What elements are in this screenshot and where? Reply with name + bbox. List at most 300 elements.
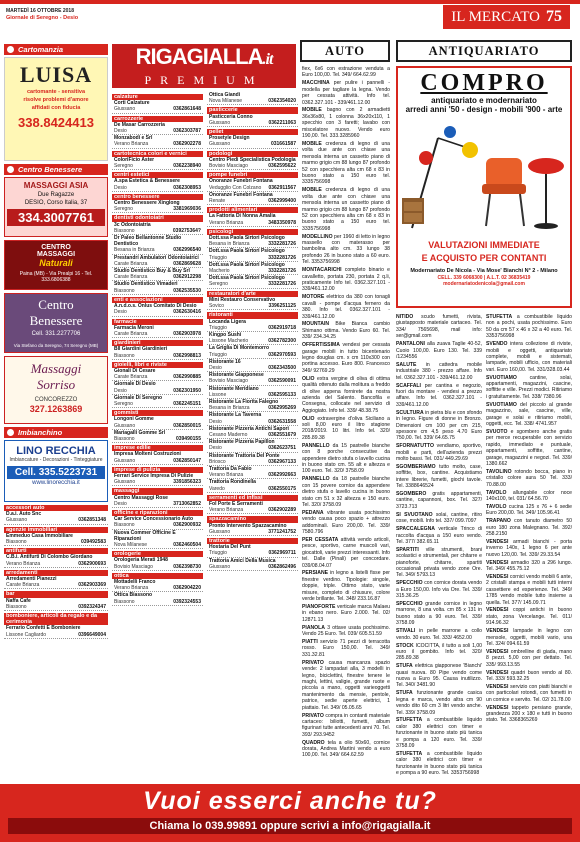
directory-entry[interactable] (112, 516, 203, 529)
directory-entry[interactable] (112, 451, 203, 464)
entry-city: Verano Brianza (114, 141, 149, 148)
directory-entry[interactable] (207, 332, 298, 345)
massaggi-asia-phone: 334.3007761 (7, 209, 105, 226)
entry-row (6, 582, 106, 588)
classified-keyword: PANNELLO (302, 476, 330, 483)
directory-entry[interactable] (207, 262, 298, 275)
entry-name: Dott.ssa Paola Sirtori Psicologo (209, 275, 285, 282)
directory-category: podologi (207, 151, 298, 157)
entry-row (209, 185, 296, 191)
classified-text: tela a olio 50x60, cornice dorata, Andrea Martini vendo a euro 100,00. Tel. 349/ 664.62.59 (302, 739, 390, 759)
entry-phone: 0362992663 (268, 472, 296, 479)
entry-row (114, 309, 201, 315)
classified-text: credenza di legno di una volta due ante con chiave una mensola interna un cassetto piano di marmo grigio cm 88 lungo 87 profondo 52 con specchiera alta cm 68 x 83 in buono stato a 150 euro tel. 3335756998 (302, 140, 390, 186)
classified-keyword: VENDESI (486, 628, 509, 635)
classified-text: elettrico da 380 con tonagli cavalli - pompe d'acqua fernero da 380. Info tel. 0362.327.101 - 339/461.12.00 (302, 294, 390, 320)
compro-ad[interactable] (396, 66, 572, 308)
directory-category: trattorie (207, 538, 298, 544)
entry-phone: 0362999400 (268, 198, 296, 205)
classified-text: da 15 pastrelle bianche con 8 porche consecutive da appendere dietro stufa o lavello cucina in buono stato cm. 55 alt e altezza e 100 euro. Tel. 320/ 3758.09 (302, 442, 390, 475)
entry-row (114, 388, 201, 394)
entry-city: Vedugglio Con Colzano (209, 184, 262, 191)
directory-category: gommisti (112, 410, 203, 416)
classified-text: armadio 320 a 296 lungo. Tel. 349/ 455.75.12 (486, 559, 572, 573)
directory-entry[interactable] (207, 466, 298, 479)
directory-entry[interactable] (207, 275, 298, 288)
classified-ad (396, 526, 482, 545)
classified-ad (486, 314, 572, 340)
entry-city: Biassono (114, 227, 135, 234)
directory-entry[interactable] (4, 625, 108, 638)
directory-category: gioielli, libri e riviste (112, 362, 203, 368)
entry-name: Giornale Di Desio (114, 381, 156, 388)
directory-entry[interactable] (112, 135, 203, 148)
directory-entry[interactable] (4, 511, 108, 524)
classified-text: solai, cantine, ritiro cose, mobili. Info tel. 337/ 099.7097 (396, 511, 483, 525)
massaggi-asia-city: DESIO, Corso Italia, 37 (24, 200, 88, 206)
entry-row (209, 445, 296, 451)
directory-entry[interactable] (112, 473, 203, 486)
directory-category: farmacie (112, 319, 203, 325)
entry-city: Triuggio (209, 351, 227, 358)
classified-ad (302, 267, 390, 293)
entry-city: Desio (209, 364, 222, 371)
entry-city: Renate (209, 198, 226, 205)
footer-banner[interactable] (0, 784, 580, 842)
entry-phone: 0396649004 (78, 631, 106, 638)
classified-keyword: QUADRO (302, 739, 325, 746)
classified-text: vendesi per cessata garage mobili in tutto bicentenario legno douglas cm. x cm 110x300 con portina accesso. Euro 800. Francesco 349/ 92769.29 (302, 342, 390, 374)
imbianchino-heading: Imbianchino (4, 427, 108, 438)
directory-entry[interactable] (207, 479, 298, 492)
entry-phone: 039490155 (175, 435, 201, 442)
entry-city: Besana in Brianza (114, 247, 155, 254)
classified-keyword: PIATTI (302, 639, 318, 646)
directory-entry[interactable] (207, 135, 298, 148)
classified-keyword: STUFETTA (396, 751, 423, 757)
directory-entry[interactable] (207, 319, 298, 332)
classified-ad (396, 717, 482, 749)
directory-entry[interactable] (207, 157, 298, 170)
entry-row (114, 479, 201, 485)
directory-entry[interactable] (207, 192, 298, 205)
entry-city: Lissone (209, 391, 227, 398)
directory-entry[interactable] (207, 386, 298, 399)
directory-category: arredamenti (4, 570, 108, 576)
entry-name: Corti Calzature (114, 100, 150, 107)
entry-phone: 3391856323 (173, 479, 201, 486)
entry-name: Mini Restauro Conservativo (209, 296, 276, 303)
entry-name: Dott.ssa Paola Sirtori Psicologo (209, 248, 285, 255)
classified-ad (302, 342, 390, 374)
entry-city: Biassono (114, 287, 135, 294)
directory-entry[interactable] (112, 530, 203, 550)
classified-keyword: MOBILE (302, 187, 322, 194)
classified-ad (302, 713, 390, 739)
entry-row (209, 365, 296, 371)
entry-phone: 0362245151 (173, 400, 201, 407)
xinglong-ad[interactable] (4, 293, 108, 353)
directory-entry[interactable] (207, 544, 298, 557)
entry-row (114, 423, 201, 429)
directory-category: prodotti alimentari (207, 207, 298, 213)
premium-label: PREMIUM (144, 73, 264, 87)
directory-entry[interactable] (207, 439, 298, 452)
entry-city: Macherio (209, 268, 230, 275)
entry-name: Studio Dentistico Vimaderi (114, 281, 178, 288)
sorriso-phone: 327.1263869 (29, 404, 83, 414)
entry-name: Onoranze Funebri Fontana (209, 178, 273, 185)
classified-keyword: STUFA (396, 663, 413, 670)
entry-phone: 0362902289 (268, 507, 296, 514)
antiquariato-classifieds-left (396, 314, 482, 778)
directory-category: massaggi (112, 488, 203, 494)
entry-row (6, 539, 106, 545)
entry-name: Arredamenti Pianezzi (6, 576, 57, 583)
classified-text: in legno a listelli fisse per finestre verdino. Tipologie: singole, doppie, triple. Ottimo stato, varie misure, completo di chiusure, colore verde brillante. Tel. 348/ 233.16.87 (302, 570, 390, 603)
entry-row (209, 432, 296, 438)
entry-city: Seregno (114, 163, 133, 170)
entry-row (114, 247, 201, 253)
directory-entry[interactable] (112, 303, 203, 316)
directory-entry[interactable] (207, 412, 298, 425)
directory-entry[interactable] (207, 523, 298, 536)
directory-entry[interactable] (207, 426, 298, 439)
entry-phone: 0362900693 (78, 560, 106, 567)
premium-column-1 (112, 92, 203, 606)
classified-keyword: PEDANA (302, 509, 324, 516)
classified-ad (396, 580, 482, 599)
classified-ad (486, 670, 572, 683)
classified-keyword: MONTACARICHI (302, 267, 342, 274)
classified-keyword: VENDESI (486, 648, 509, 655)
entry-name: Emmeduo Casa Immobiliare (6, 532, 73, 539)
directory-category: pasticcerie (207, 107, 298, 113)
directory-entry[interactable] (112, 579, 203, 592)
classified-text: verticale marca Malaeu in ebano nero. Euro 2.000. Tel. 02/ 12871.13 (302, 604, 390, 623)
entry-row (114, 261, 201, 267)
entry-name: Ottica Giandi (209, 92, 241, 98)
page-number: 75 (546, 8, 562, 25)
compro-val2: E ACQUISTO PER CONTANTI (421, 253, 547, 263)
entry-phone: 3381969036 (173, 206, 201, 213)
classified-text: del piccolo al grande magazzino, sale, cascine, ville, garage e solai e ritiriamo mobili, oggetti, ecc. Tel. 338/ 4741.957 (486, 401, 572, 427)
classified-text: Bike Bianca cambio Shimano ottima. Vendo Euro 60. Tel. 339/ 234.34.25 (302, 321, 390, 341)
classified-ad (486, 705, 572, 724)
directory-entry[interactable] (112, 592, 203, 605)
entry-phone: 0362550175 (268, 485, 296, 492)
entry-row (209, 120, 296, 126)
entry-row (209, 507, 296, 513)
entry-phone: 3332281726 (268, 254, 296, 261)
entry-row (209, 281, 296, 287)
directory-entry[interactable] (207, 248, 298, 261)
directory-category: restauratori d'arte (207, 291, 298, 297)
directory-entry[interactable] (207, 92, 298, 105)
luisa-line1: cartomante - sensitiva (26, 89, 86, 95)
xinglong-addr: Via Stefano da Seregno, 74 Seregno (MB) (13, 343, 99, 348)
directory-entry[interactable] (4, 533, 108, 546)
entry-row (209, 325, 296, 331)
entry-row (209, 529, 296, 535)
classified-keyword: SCULTURA (396, 409, 424, 416)
sorriso-t1: Massaggi (30, 361, 82, 376)
classified-ad (302, 443, 390, 475)
classified-keyword: PRIVATO (302, 659, 324, 666)
directory-entry[interactable] (112, 281, 203, 294)
entry-name: Impresa Molteni Costruzioni (114, 451, 181, 458)
classified-text: scudo fumetti, rivista, giustapposto materiale cartaceo. Tel. 334/ 7565698, mail info: ser@gmail.com (396, 314, 482, 340)
entry-name: Dott.ssa Paola Sirtori Psicologo (209, 235, 285, 242)
directory-entry[interactable] (112, 157, 203, 170)
entry-row (114, 501, 201, 507)
classified-text: lampade in legno con mensole, oggetti, mobili vario, una Tel. 324/ 094.61.59 (486, 628, 572, 647)
directory-entry[interactable] (4, 576, 108, 589)
entry-row (114, 163, 201, 169)
entry-row (209, 303, 296, 309)
classified-ad (302, 234, 390, 266)
entry-phone: 0362398730 (173, 563, 201, 570)
classified-keyword: MODELLINO (302, 233, 333, 240)
classified-ad (302, 604, 390, 623)
directory-entry[interactable] (207, 558, 298, 571)
classified-ad (396, 643, 482, 662)
classified-text: extra vergine di oliva di ottima qualità ottenuto dalla molitura a freddo di olive appena fornirete da nostra azienda del Salento. Bancofila e Consegna, collocate nel servizio di Aggiogiato. Info tel. 339/ 48.38.75 (302, 375, 390, 414)
directory-entry[interactable] (112, 100, 203, 113)
entry-row (114, 331, 201, 337)
entry-phone: 039492583 (80, 539, 106, 546)
massaggi-asia-title: MASSAGGI ASIA (23, 181, 89, 190)
directory-entry[interactable] (112, 395, 203, 408)
classified-text: gratis appartamenti, cantine, capannoni, box. Tel. 327/ 3723.713 (396, 491, 482, 510)
classified-keyword: SPECCHIO (396, 580, 423, 587)
directory-entry[interactable] (207, 213, 298, 226)
classified-ad (396, 362, 482, 381)
entry-phone: 0362595622 (268, 163, 296, 170)
classified-text: funzionante grande casica legna e marca, vendo altra cm 90 vendo dito 60 cm 3 litri vendo anche. Tel. 339/ 3758.09 (396, 690, 482, 716)
compro-val1: VALUTAZIONI IMMEDIATE (428, 240, 540, 250)
directory-entry[interactable] (112, 557, 203, 570)
massaggi-asia-ad[interactable] (4, 177, 108, 237)
entry-phone: 3771241752 (268, 528, 296, 535)
entry-city: Biassono (114, 522, 135, 529)
directory-entry[interactable] (112, 325, 203, 338)
classified-ad (396, 751, 482, 777)
classified-text: fiex, 6x6 con estrazione venduta a Euro 100,00. Tel. 349/ 664.62.99 (302, 66, 390, 79)
entry-row (209, 241, 296, 247)
auto-classifieds (302, 66, 390, 760)
entry-name: Dott.ssa Paola Sirtori Psicologo (209, 261, 285, 268)
directory-entry[interactable] (207, 453, 298, 466)
classified-ad (302, 625, 390, 638)
classified-keyword: SVUOTIAMO (486, 374, 517, 381)
classified-ad (396, 663, 482, 689)
directory-entry[interactable] (4, 554, 108, 567)
classified-text: credenza di legno di una volta due ante con chiave una mensola interna un cassetto piano di marmo grigio cm 88 lungo 87 profondo 52 con specchiera alta cm 68 x 83 in buono stato a 150 euro tel. 3335756998 (302, 187, 390, 232)
entry-phone: 0362969711 (268, 550, 296, 557)
directory-entry[interactable] (112, 235, 203, 255)
footer-contact: Chiama lo 039.99891 oppure scrivi a info@rigagialla.it (8, 818, 572, 834)
massaggi-naturali-ad[interactable] (4, 240, 108, 290)
directory-entry[interactable] (112, 430, 203, 443)
classified-keyword: SALUTE (396, 361, 417, 368)
directory-entry[interactable] (112, 178, 203, 191)
xinglong-phone: Cell. 331.2277706 (31, 331, 81, 337)
entry-name: Centro Piedi Specialistica Podologia (209, 156, 296, 163)
directory-entry[interactable] (112, 255, 203, 268)
entry-phone: 3332281726 (268, 241, 296, 248)
entry-name: Ristorante Pizzeria Papillon (209, 439, 275, 446)
classified-text: rotondo bocca, piano in cristallo colore aura 50 Tel. 333/ 70.88.00 (486, 468, 572, 488)
directory-category: dentisti odontoiatri (112, 215, 203, 221)
entry-name: Farmacia Meroni (114, 324, 154, 331)
entry-city: Desio (114, 387, 127, 394)
entry-row (114, 353, 201, 359)
directory-entry[interactable] (207, 501, 298, 514)
entry-city: Giussano (114, 479, 136, 486)
entry-row (114, 288, 201, 294)
entry-name: 3c Odontoiatria (114, 221, 151, 228)
entry-name: Ristorante 16 (209, 358, 241, 365)
entry-city: Lissone Macherio (209, 338, 249, 345)
entry-name: Ristorante La Taverna (209, 412, 262, 419)
directory-entry[interactable] (207, 235, 298, 248)
entry-name: Bll Giardini Giardinieri (114, 346, 168, 353)
entry-row (209, 459, 296, 465)
directory-category: pellet (207, 129, 298, 135)
directory-entry[interactable] (112, 368, 203, 381)
lino-recchia-ad[interactable] (4, 440, 108, 502)
classified-text: bagno con 2 armadietti 36x36x80, 1 colonna 36x20x110, 1 specchio con 3 faretti; lavabo con miscelatore nuovo. Vendo euro 190,00. Tel. 333.3285960 (302, 107, 390, 140)
premium-column-2 (207, 92, 298, 606)
entry-row (209, 198, 296, 204)
luisa-ad[interactable] (4, 57, 108, 161)
header-bar (0, 0, 580, 4)
directory-entry[interactable] (207, 345, 298, 358)
entry-row (6, 561, 106, 567)
classified-text: ville strumenti, brani scolastici e strumentali, per chitarre e pianoforte, chitarre, spartiti occasionali privata vendo zone Ore. Tel. 349/ 5793.13 (396, 546, 482, 579)
classified-keyword: VENDESI (486, 669, 509, 676)
entry-name: Mariagalli Gomme Srl (114, 429, 166, 436)
directory-entry[interactable] (112, 416, 203, 429)
classified-text: a combustibile liquido calor 380 elettrici con timer e funzionante in buono stato più tanica e pompa a 90 euro. Tel. 3353756998 (396, 751, 483, 777)
directory-entry[interactable] (112, 495, 203, 508)
classified-keyword: SPARTITI (396, 546, 419, 553)
classified-text: con cornice dorata vendo a Euro 150,00. Info via Ore. Tel. 339/ 315.36.25 (396, 580, 482, 600)
directory-entry[interactable] (207, 297, 298, 310)
entry-row (114, 128, 201, 134)
entry-phone: 0362911567 (268, 184, 296, 191)
directory-entry[interactable] (207, 359, 298, 372)
classified-ad (396, 314, 482, 340)
entry-name: Hostaria Del Punt (209, 544, 251, 551)
entry-city: Bovisio Masciago (209, 378, 248, 385)
entry-name: Fol Porte E Serramenti (209, 500, 263, 507)
classified-text: intera collezione di riviste, mobili e oggetti, antiquariato complete, mobili e sistemati, lampade, mobili ufficio, con materiali vari. Euro 160,00. Tel. 331/328.03.44 (486, 341, 572, 373)
lino-sub: Imbiancature - Decorazioni - Tinteggiature (9, 457, 103, 463)
classified-text: armadi bianchi - porta inverno 140x, 1 legno 6 per ante nuovo 120,00. Tel. 339/ 29.33.54 (486, 538, 572, 558)
classified-keyword: VENDESI (486, 704, 509, 711)
left-directory (4, 505, 108, 639)
entry-row (209, 405, 296, 411)
entry-name: Ristorante Pizzeria Antichi Sapori (209, 425, 289, 432)
entry-city: Desio (114, 184, 127, 191)
classified-ad (396, 443, 482, 462)
entry-phone: 0362869628 (173, 260, 201, 267)
entry-phone: 031661587 (270, 141, 296, 148)
entry-name: Orologeria Merati 1948 (114, 557, 168, 564)
entry-name: Studio Dentistico Buy & Buy Srl (114, 268, 190, 275)
directory-entry[interactable] (112, 268, 203, 281)
entry-city: Desio (209, 445, 222, 452)
classified-ad (396, 547, 482, 579)
entry-row (114, 374, 201, 380)
classified-keyword: OFFERTISSIMA (302, 342, 340, 349)
directory-entry[interactable] (112, 122, 203, 135)
directory-entry[interactable] (207, 399, 298, 412)
entry-name: Ristorante La Fiorita Falegno (209, 398, 279, 405)
entry-row (209, 163, 296, 169)
entry-name: Ristorante Trattoria Del Ponte (209, 452, 280, 459)
entry-name: Ristorante Giapponese (209, 372, 264, 379)
directory-entry[interactable] (112, 222, 203, 235)
classified-ad (302, 294, 390, 320)
entry-phone: 039275364? (172, 227, 201, 234)
classified-text: ombrelline di giada, mano 8 pezzi. 5,00 con per dettato. Tel. 335/ 993.13.55 (486, 648, 572, 668)
benessere-heading: Centro Benessere (4, 164, 108, 175)
directory-category: accessori auto (4, 505, 108, 511)
luisa-phone: 338.8424413 (18, 115, 94, 130)
classified-text: a combustibile liquido non a pochi, usata pochissimo. Euro 50 da cm 57 x 46 x 32 a 40 euro. Tel. 3353756998 (486, 314, 573, 340)
massaggi-naturali-addr: Paina (MB) - Via Prealpi 16 - Tel. 333.6806388 (19, 271, 93, 283)
entry-name: C.B.i. Antifurti Di Colombo Giordano (6, 554, 93, 561)
classified-ad (302, 510, 390, 536)
classified-keyword: PANTALONI (396, 341, 425, 348)
furniture-icon (398, 118, 570, 238)
directory-entry[interactable] (207, 178, 298, 191)
classified-ad (302, 740, 390, 759)
entry-city: Giussano (209, 119, 231, 126)
directory-entry[interactable] (207, 372, 298, 385)
classified-ad (302, 321, 390, 340)
entry-phone: 0362903369 (78, 582, 106, 589)
entry-phone: 3713062852 (173, 500, 201, 507)
entry-city: Giussano (114, 106, 136, 113)
entry-city: Cesano Maderno (209, 431, 248, 438)
classified-ad (302, 376, 390, 414)
entry-name: Trattoria Rondinella (209, 479, 256, 486)
entry-row (209, 220, 296, 226)
classified-text: extravergine d'oliva Siciliano a soli 8,00 euro il litro stagione 2018/2019. 10 litri. Info tel. 320/ 285.89.38 (302, 415, 390, 441)
classified-text: per cantina e negozio, fuori da montare - vendesi a prezzo affare. Info tel. 0362.327.101 - 339/461.12.00 (396, 382, 483, 408)
directory-entry[interactable] (4, 598, 108, 611)
directory-entry[interactable] (112, 381, 203, 394)
entry-phone: 0362631558 (268, 418, 296, 425)
directory-entry[interactable] (207, 114, 298, 127)
entry-row (6, 604, 106, 610)
directory-entry[interactable] (112, 346, 203, 359)
classified-ad (486, 402, 572, 428)
directory-entry[interactable] (112, 200, 203, 213)
classified-text: cantine, solai, appartamenti, magazzini, cascine, soffitte e ville. Prezzi modici. Ritiriamo i gratuitamente. Tel. 338/ 7380.96 (486, 374, 572, 400)
entry-city: Seregno (209, 281, 228, 288)
classified-keyword: MACCHINA (302, 80, 330, 87)
classified-ad (302, 141, 390, 186)
entry-phone: 0362903978 (173, 330, 201, 337)
classified-ad (396, 512, 482, 525)
massaggi-sorriso-ad[interactable] (4, 356, 108, 424)
entry-city: Biassono (114, 352, 135, 359)
